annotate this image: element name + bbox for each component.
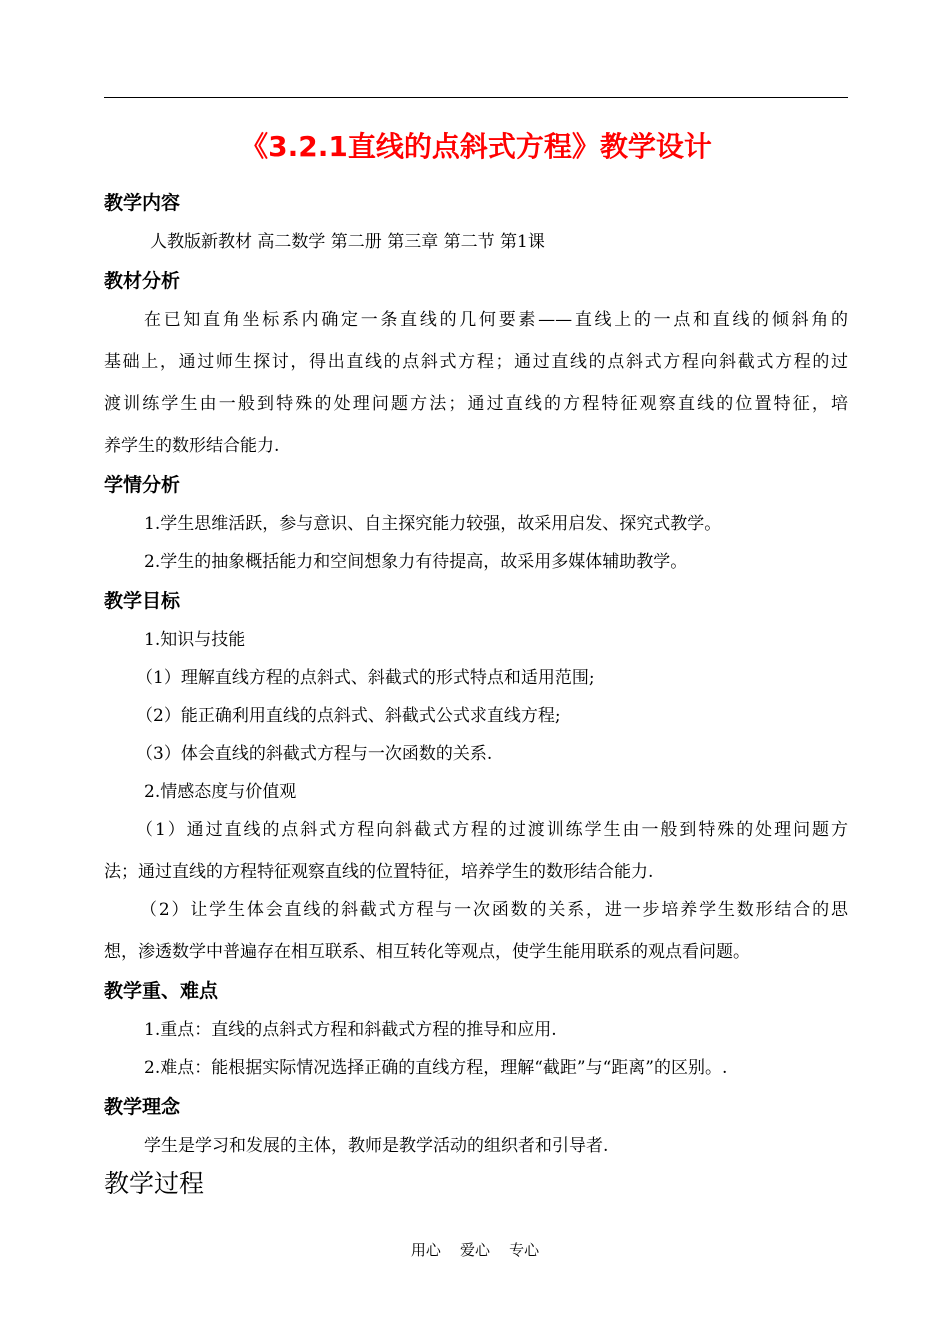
goal-sub1-item-2: （2）能正确利用直线的点斜式、斜截式公式求直线方程; xyxy=(136,706,561,726)
textbook-line-3: 渡训练学生由一般到特殊的处理问题方法；通过直线的方程特征观察直线的位置特征，培 xyxy=(104,394,848,414)
goal-sub1-item-1: （1）理解直线方程的点斜式、斜截式的形式特点和适用范围; xyxy=(136,668,595,688)
page-footer: 用心 爱心 专心 xyxy=(410,1241,540,1259)
goal-sub2-p2-line-2: 想，渗透数学中普遍存在相互联系、相互转化等观点，使学生能用联系的观点看问题。 xyxy=(104,942,750,962)
goal-sub-2: 2.情感态度与价值观 xyxy=(144,782,297,802)
goal-sub-1: 1.知识与技能 xyxy=(144,630,246,650)
student-item-1: 1.学生思维活跃，参与意识、自主探究能力较强，故采用启发、探究式教学。 xyxy=(144,514,722,534)
goal-sub2-p1-line-1: （1）通过直线的点斜式方程向斜截式方程的过渡训练学生由一般到特殊的处理问题方 xyxy=(136,820,848,840)
keypoint-item-1: 1.重点：直线的点斜式方程和斜截式方程的推导和应用. xyxy=(144,1020,557,1040)
student-item-2: 2.学生的抽象概括能力和空间想象力有待提高，故采用多媒体辅助教学。 xyxy=(144,552,688,572)
heading-teaching-content: 教学内容 xyxy=(104,192,181,214)
heading-teaching-philosophy: 教学理念 xyxy=(104,1096,181,1118)
heading-teaching-process: 教学过程 xyxy=(104,1169,205,1198)
goal-sub2-p2-line-1: （2）让学生体会直线的斜截式方程与一次函数的关系，进一步培养学生数形结合的思 xyxy=(140,900,848,920)
keypoint-item-2: 2.难点：能根据实际情况选择正确的直线方程，理解“截距”与“距离”的区别。. xyxy=(144,1058,728,1078)
textbook-line-1: 在已知直角坐标系内确定一条直线的几何要素——直线上的一点和直线的倾斜角的 xyxy=(144,310,848,330)
heading-student-analysis: 学情分析 xyxy=(104,474,181,496)
header-rule xyxy=(104,97,848,98)
teaching-content-text: 人教版新教材 高二数学 第二册 第三章 第二节 第1课 xyxy=(150,232,545,252)
textbook-line-4: 养学生的数形结合能力. xyxy=(104,436,280,456)
goal-sub2-p1-line-2: 法；通过直线的方程特征观察直线的位置特征，培养学生的数形结合能力. xyxy=(104,862,654,882)
heading-textbook-analysis: 教材分析 xyxy=(104,270,181,292)
heading-teaching-goals: 教学目标 xyxy=(104,590,181,612)
philosophy-text: 学生是学习和发展的主体，教师是教学活动的组织者和引导者. xyxy=(144,1136,609,1156)
textbook-line-2: 基础上，通过师生探讨，得出直线的点斜式方程；通过直线的点斜式方程向斜截式方程的过 xyxy=(104,352,848,372)
goal-sub1-item-3: （3）体会直线的斜截式方程与一次函数的关系. xyxy=(136,744,493,764)
heading-key-points: 教学重、难点 xyxy=(104,980,219,1002)
document-title: 《3.2.1直线的点斜式方程》教学设计 xyxy=(240,130,712,163)
